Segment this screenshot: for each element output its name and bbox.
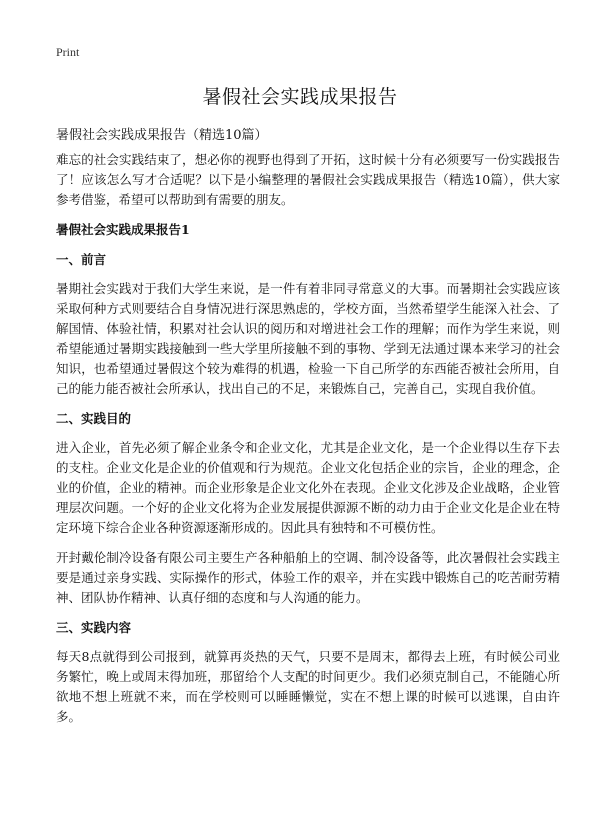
section-heading-preface: 一、前言: [56, 252, 107, 267]
intro-paragraph: 难忘的社会实践结束了，想必你的视野也得到了开拓，这时候十分有必须要写一份实践报告了！应该怎么写才合适呢？以下是小编整理的暑假社会实践成果报告（精选10篇），供大家参考借鉴，希望可以帮助到有需要的朋友。: [56, 152, 560, 207]
section-heading-content: 三、实践内容: [56, 620, 132, 635]
document-body: [56, 150, 560, 737]
page-subtitle: 暑假社会实践成果报告（精选10篇）: [56, 128, 268, 143]
section-heading-purpose: 二、实践目的: [56, 411, 132, 426]
purpose-paragraph-1: 进入企业，首先必须了解企业条令和企业文化，尤其是企业文化，是一个企业得以生存下去的支柱。企业文化是企业的价值观和行为规范。企业文化包括企业的宗旨，企业的理念，企业的价值，企业的精神。而企业形象是企业文化外在表现。企业文化涉及企业战略，企业管理层次问题。一个好的企业文化将为企业发展提供源源不断的动力由于企业文化是企业在特定环境下综合企业各种资源逐渐形成的。因此具有独特和不可模仿性。: [56, 440, 560, 535]
purpose-paragraph-2: 开封戴伦制冷设备有限公司主要生产各种船舶上的空调、制冷设备等，此次暑假社会实践主要是通过亲身实践、实际操作的形式，体验工作的艰辛，并在实践中锻炼自己的吃苦耐劳精神、团队协作精神、认真仔细的态度和与人沟通的能力。: [56, 550, 560, 605]
page-title: 暑假社会实践成果报告: [202, 86, 398, 108]
content-paragraph: 每天8点就得到公司报到，就算再炎热的天气，只要不是周末，都得去上班，有时候公司业务繁忙，晚上或周末得加班，那留给个人支配的时间更少。我们必须克制自己，不能随心所欲地不想上班就不来，而在学校则可以睡睡懒觉，实在不想上课的时候可以逃课，自由许多。: [56, 649, 560, 724]
print-label[interactable]: Print: [56, 45, 80, 59]
article-heading: 暑假社会实践成果报告1: [56, 222, 190, 237]
preface-paragraph: 暑期社会实践对于我们大学生来说，是一件有着非同寻常意义的大事。而暑期社会实践应该采取何种方式则要结合自身情况进行深思熟虑的，学校方面，当然希望学生能深入社会、了解国情、体验社情，积累对社会认识的阅历和对增进社会工作的理解；而作为学生来说，则希望能通过暑期实践接触到一些大学里所接触不到的事物、学到无法通过课本来学习的社会知识，也希望通过暑假这个较为难得的机遇，检验一下自己所学的东西能否被社会所用，自己的能力能否被社会所承认，找出自己的不足，来锻炼自己，完善自己，实现自我价值。: [56, 281, 560, 396]
